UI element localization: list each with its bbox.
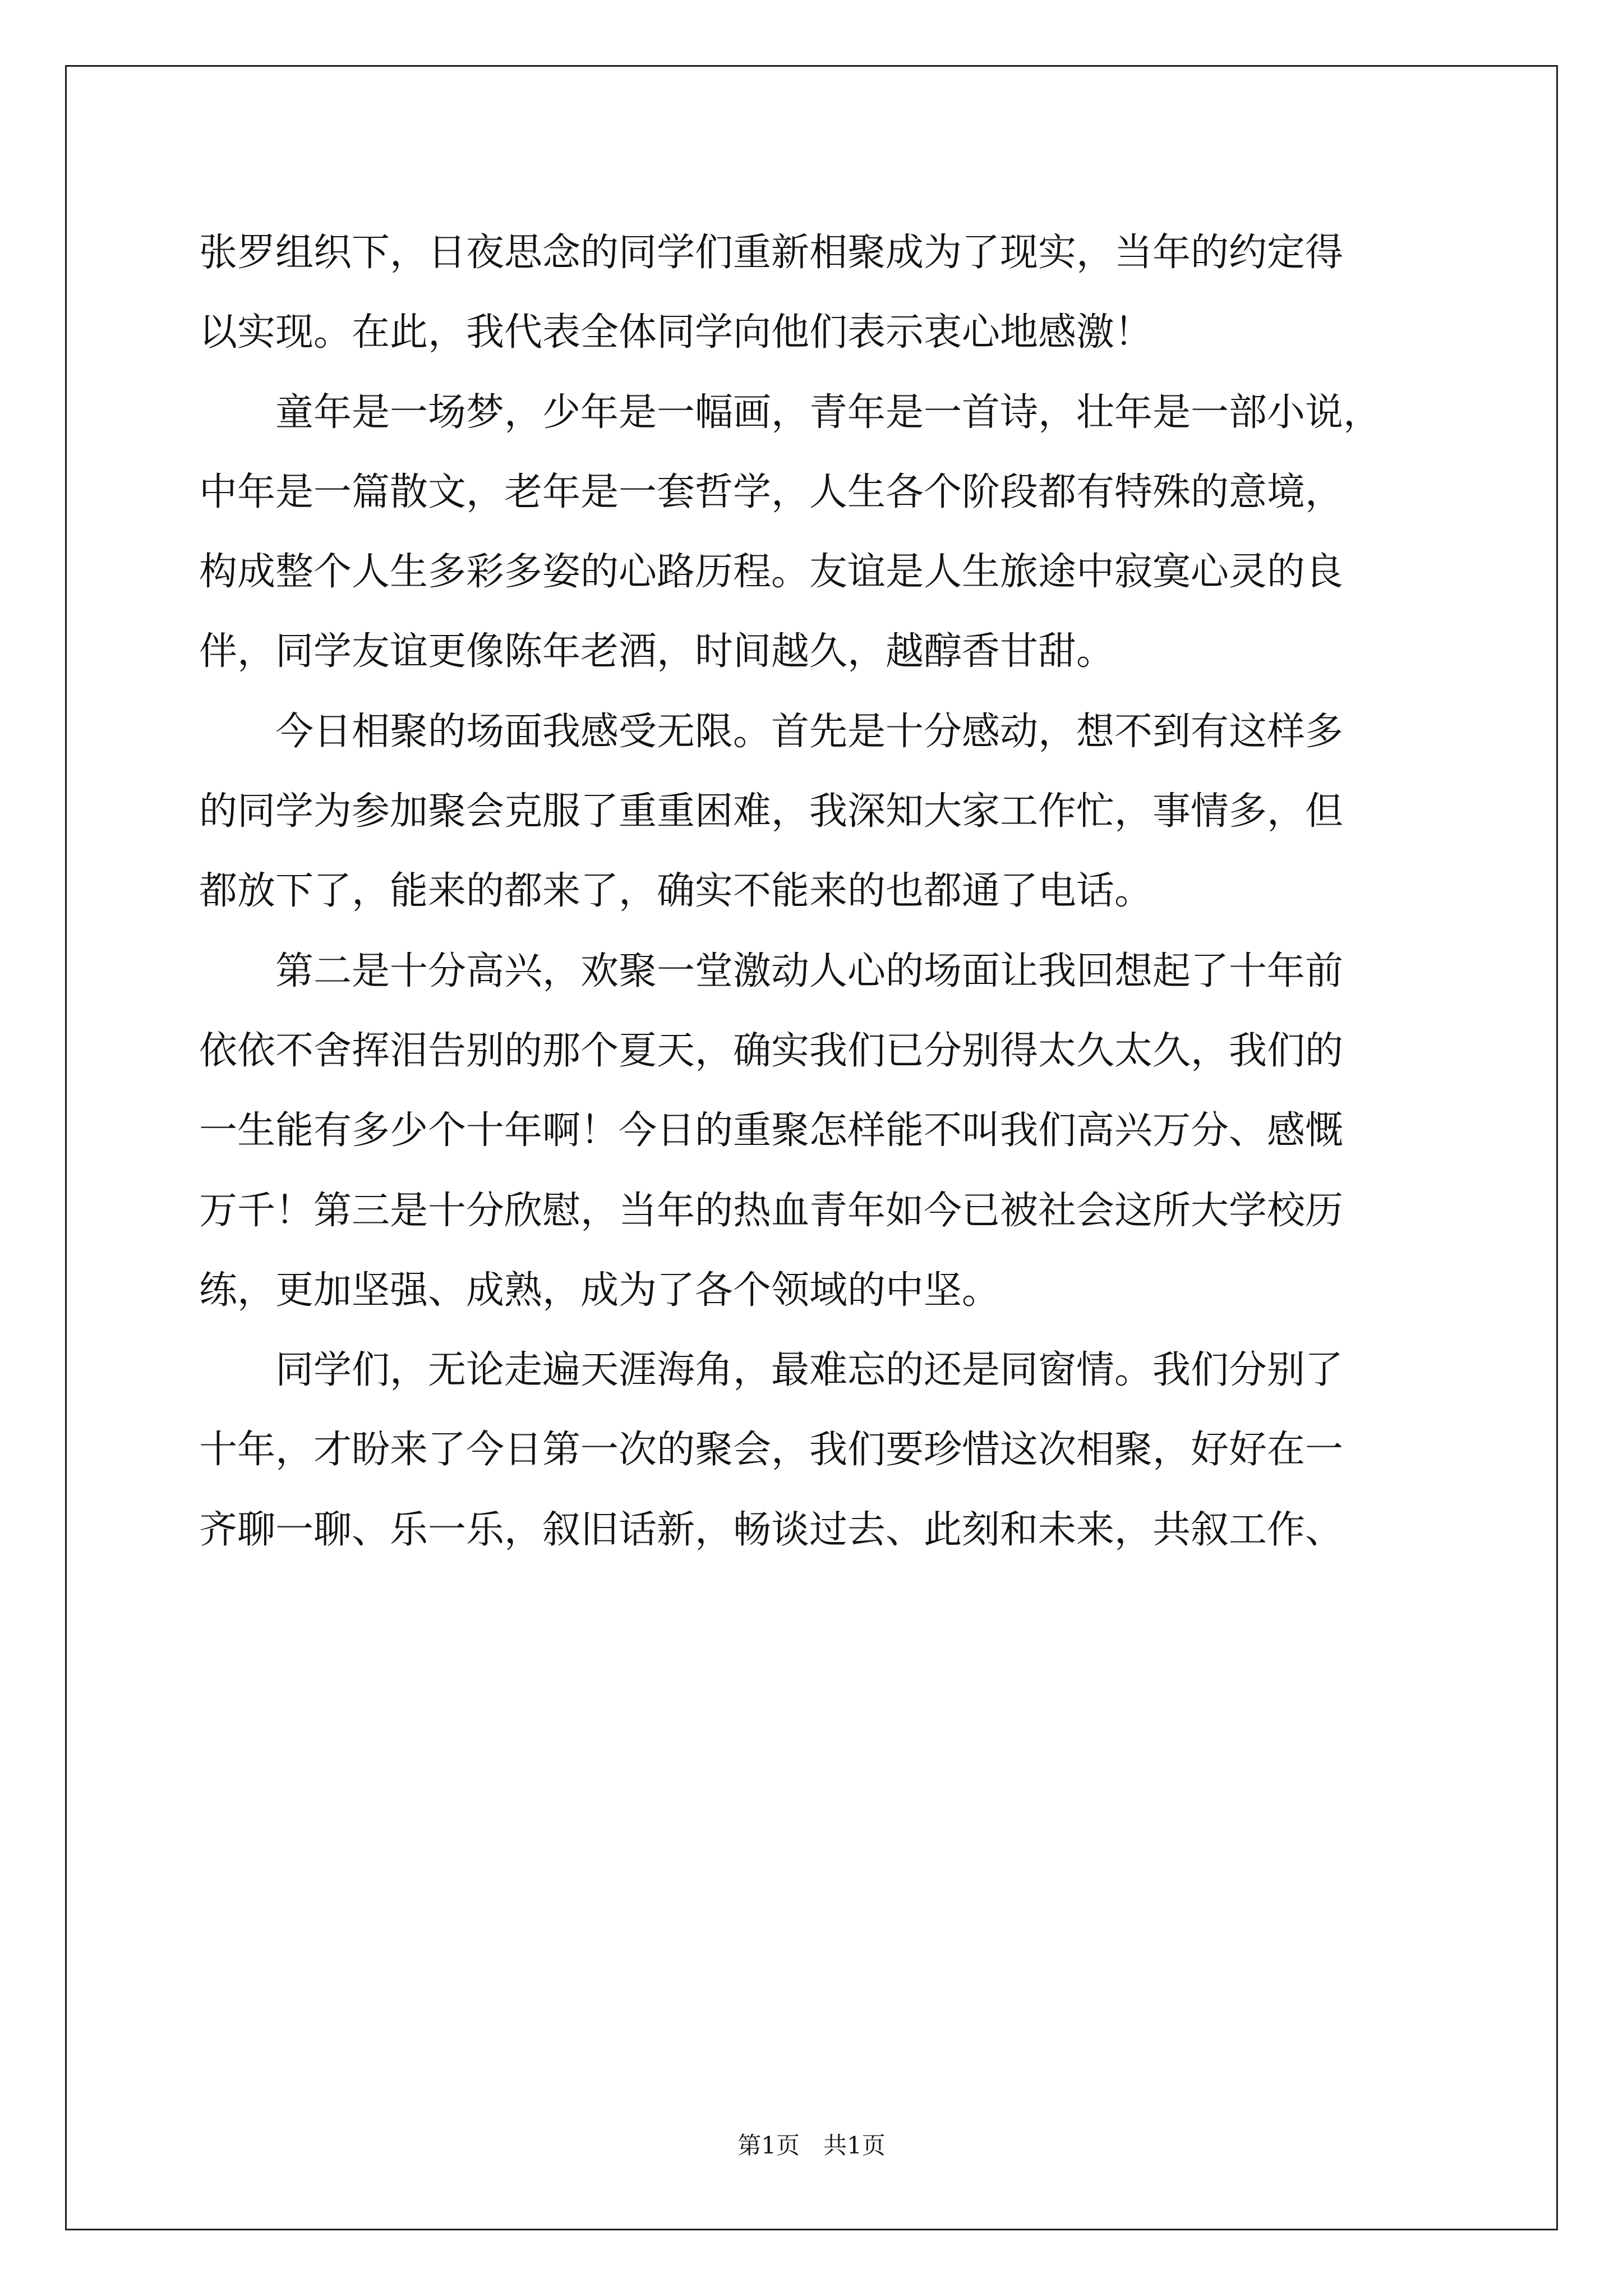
text-line: 构成整个人生多彩多姿的心路历程。友谊是人生旅途中寂寞心灵的良 xyxy=(199,550,1344,595)
text-line: 一生能有多少个十年啊！今日的重聚怎样能不叫我们高兴万分、感慨 xyxy=(199,1108,1344,1153)
document-body xyxy=(199,213,1427,1570)
text-line: 都放下了，能来的都来了，确实不能来的也都通了电话。 xyxy=(199,869,1153,914)
page-footer xyxy=(0,2129,1623,2162)
text-line: 张罗组织下，日夜思念的同学们重新相聚成为了现实，当年的约定得 xyxy=(199,231,1344,275)
text-line: 同学们，无论走遍天涯海角，最难忘的还是同窗情。我们分别了 xyxy=(199,1348,1344,1393)
text-line: 第二是十分高兴，欢聚一堂激动人心的场面让我回想起了十年前 xyxy=(199,949,1344,993)
text-line: 童年是一场梦，少年是一幅画，青年是一首诗，壮年是一部小说， xyxy=(199,390,1382,435)
page-number-label: 第1页 共1页 xyxy=(737,2132,886,2159)
text-line: 以实现。在此，我代表全体同学向他们表示衷心地感激！ xyxy=(199,310,1153,355)
text-line: 今日相聚的场面我感受无限。首先是十分感动，想不到有这样多 xyxy=(199,709,1344,754)
text-line: 练，更加坚强、成熟，成为了各个领域的中坚。 xyxy=(199,1268,1000,1313)
text-line: 的同学为参加聚会克服了重重困难，我深知大家工作忙，事情多，但 xyxy=(199,789,1344,834)
text-line: 十年，才盼来了今日第一次的聚会，我们要珍惜这次相聚，好好在一 xyxy=(199,1428,1344,1473)
text-line: 依依不舍挥泪告别的那个夏天，确实我们已分别得太久太久，我们的 xyxy=(199,1028,1344,1073)
text-line: 齐聊一聊、乐一乐，叙旧话新，畅谈过去、此刻和未来，共叙工作、 xyxy=(199,1507,1344,1552)
text-line: 中年是一篇散文，老年是一套哲学，人生各个阶段都有特殊的意境， xyxy=(199,470,1344,514)
text-line: 伴，同学友谊更像陈年老酒，时间越久，越醇香甘甜。 xyxy=(199,629,1115,674)
text-line: 万千！第三是十分欣慰，当年的热血青年如今已被社会这所大学校历 xyxy=(199,1188,1344,1233)
